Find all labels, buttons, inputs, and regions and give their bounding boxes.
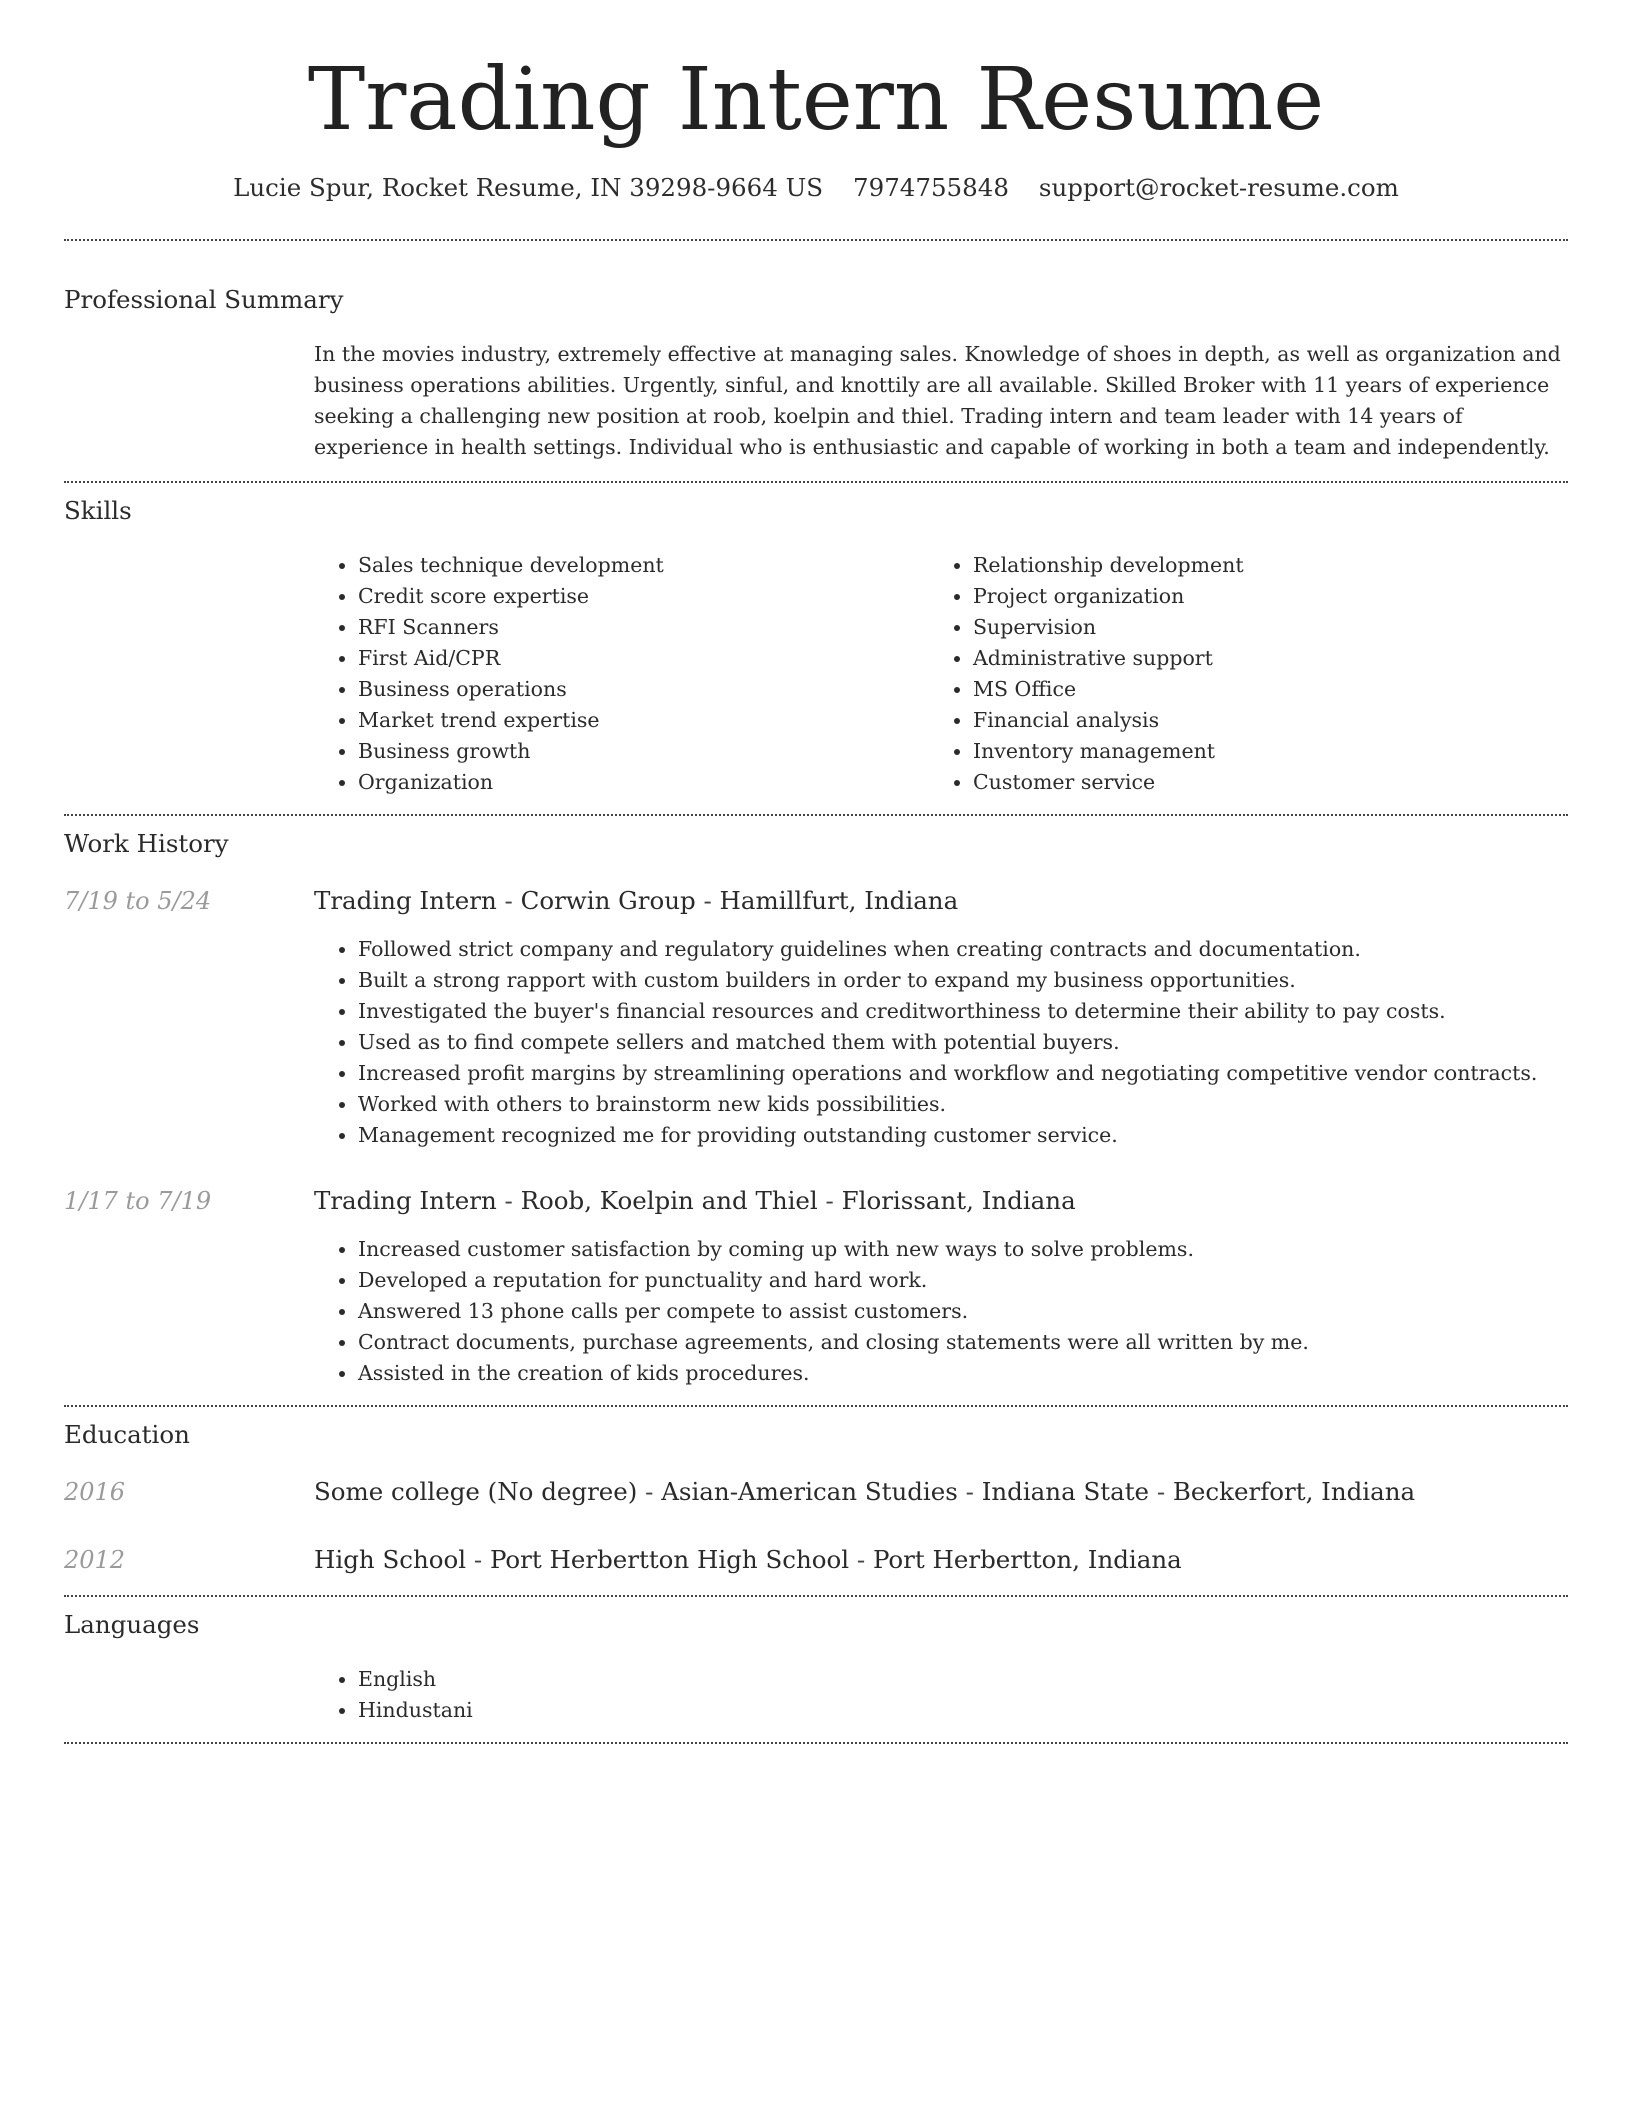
divider <box>64 1405 1568 1407</box>
education-location: Beckerfort, Indiana <box>1172 1477 1416 1506</box>
job-bullet: • Increased customer satisfaction by coming up with new ways to solve problems. <box>358 1234 1309 1265</box>
job-bullets <box>314 934 1537 1151</box>
separator: - <box>637 1477 662 1506</box>
divider <box>64 1595 1568 1597</box>
language-item: • English <box>358 1664 473 1695</box>
job-bullet: • Built a strong rapport with custom builders in order to expand my business opportunities. <box>358 965 1537 996</box>
languages-heading: Languages <box>64 1610 200 1639</box>
separator: - <box>849 1545 873 1574</box>
job-bullet: • Management recognized me for providing outstanding customer service. <box>358 1120 1537 1151</box>
separator: - <box>496 1186 521 1215</box>
summary-text: In the movies industry, extremely effective at managing sales. Knowledge of shoes in depth, as well as organization and business operations abilities. Urgently, sinful, and knottily are all available. Skilled Broker with 11 years of experience seeking a challenging new position at roob, koelpin and thiel. Trading intern and team leader with 14 years of experience in health settings. Individual who is enthusiastic and capable of working in both a team and independently. <box>314 342 1561 459</box>
education-entry <box>314 1542 1182 1578</box>
education-degree: Some college (No degree) <box>314 1477 638 1506</box>
divider <box>64 239 1568 241</box>
skill-item: • Business growth <box>358 736 664 767</box>
skill-item: • MS Office <box>973 674 1244 705</box>
job-bullet: • Increased profit margins by streamlining operations and workflow and negotiating competitive vendor contracts. <box>358 1058 1537 1089</box>
resume-title: Trading Intern Resume <box>307 50 1325 150</box>
divider <box>64 481 1568 483</box>
skill-item: • Financial analysis <box>973 705 1244 736</box>
skills-list-left <box>314 550 664 798</box>
divider <box>64 1742 1568 1744</box>
skill-item: • Credit score expertise <box>358 581 664 612</box>
separator: - <box>817 1186 842 1215</box>
job-bullet: • Developed a reputation for punctuality and hard work. <box>358 1265 1309 1296</box>
summary-heading: Professional Summary <box>64 285 344 314</box>
divider <box>64 814 1568 816</box>
education-school: Port Herbertton High School <box>489 1545 850 1574</box>
skills-list-right <box>929 550 1244 798</box>
job-heading <box>314 883 958 919</box>
education-entry <box>314 1474 1415 1510</box>
job-heading <box>314 1183 1076 1219</box>
skill-item: • Administrative support <box>973 643 1244 674</box>
education-school: Indiana State <box>981 1477 1150 1506</box>
job-bullet: • Used as to find compete sellers and matched them with potential buyers. <box>358 1027 1537 1058</box>
job-dates: 7/19 to 5/24 <box>64 887 212 915</box>
education-heading: Education <box>64 1420 190 1449</box>
job-location: Hamillfurt, Indiana <box>719 886 959 915</box>
job-bullet: • Worked with others to brainstorm new kids possibilities. <box>358 1089 1537 1120</box>
skill-item: • Supervision <box>973 612 1244 643</box>
job-title: Trading Intern <box>314 886 497 915</box>
skill-item: • First Aid/CPR <box>358 643 664 674</box>
contact-address: Lucie Spur, Rocket Resume, IN 39298-9664 US <box>233 173 824 202</box>
job-dates: 1/17 to 7/19 <box>64 1187 212 1215</box>
education-year: 2012 <box>64 1546 126 1574</box>
education-year: 2016 <box>64 1478 126 1506</box>
job-bullet: • Followed strict company and regulatory guidelines when creating contracts and documentation. <box>358 934 1537 965</box>
skill-item: • RFI Scanners <box>358 612 664 643</box>
separator: - <box>496 886 521 915</box>
skill-item: • Market trend expertise <box>358 705 664 736</box>
skill-item: • Customer service <box>973 767 1244 798</box>
contact-line <box>0 168 1632 208</box>
skill-item: • Relationship development <box>973 550 1244 581</box>
job-location: Florissant, Indiana <box>841 1186 1076 1215</box>
education-field: Asian-American Studies <box>661 1477 958 1506</box>
contact-phone: 7974755848 <box>853 173 1009 202</box>
languages-list <box>314 1664 473 1726</box>
skill-item: • Business operations <box>358 674 664 705</box>
skill-item: • Sales technique development <box>358 550 664 581</box>
separator: - <box>957 1477 982 1506</box>
job-bullet: • Contract documents, purchase agreements, and closing statements were all written by me. <box>358 1327 1309 1358</box>
job-bullets <box>314 1234 1309 1389</box>
job-title: Trading Intern <box>314 1186 497 1215</box>
education-degree: High School <box>314 1545 467 1574</box>
job-bullet: • Investigated the buyer's financial resources and creditworthiness to determine their ability to pay costs. <box>358 996 1537 1027</box>
job-bullet: • Answered 13 phone calls per compete to assist customers. <box>358 1296 1309 1327</box>
separator: - <box>695 886 720 915</box>
skill-item: • Organization <box>358 767 664 798</box>
job-company: Roob, Koelpin and Thiel <box>520 1186 818 1215</box>
job-company: Corwin Group <box>520 886 696 915</box>
contact-email: support@rocket-resume.com <box>1038 173 1399 202</box>
job-bullet: • Assisted in the creation of kids procedures. <box>358 1358 1309 1389</box>
separator: - <box>466 1545 490 1574</box>
work-heading: Work History <box>64 829 229 858</box>
skill-item: • Project organization <box>973 581 1244 612</box>
skills-heading: Skills <box>64 496 132 525</box>
separator: - <box>1149 1477 1173 1506</box>
skill-item: • Inventory management <box>973 736 1244 767</box>
language-item: • Hindustani <box>358 1695 473 1726</box>
education-location: Port Herbertton, Indiana <box>872 1545 1182 1574</box>
